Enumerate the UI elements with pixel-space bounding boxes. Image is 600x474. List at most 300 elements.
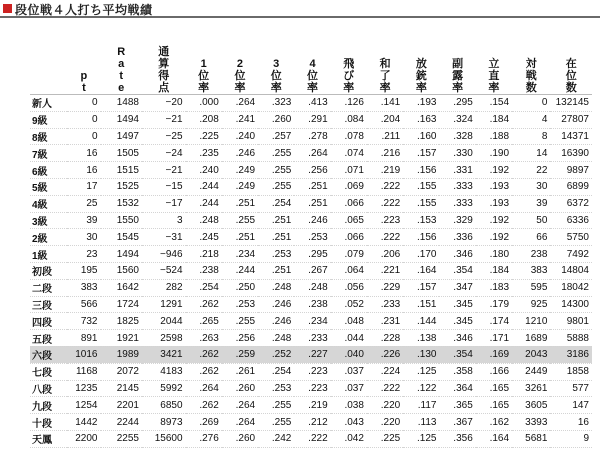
cell-games: 3393 (512, 414, 550, 431)
rank-label: 1級 (30, 246, 67, 263)
cell-richi: .180 (476, 246, 512, 263)
column-header-avg (142, 34, 186, 95)
cell-houju: .155 (403, 178, 439, 195)
cell-p2: .260 (222, 430, 258, 447)
cell-p2: .259 (222, 346, 258, 363)
cell-p2: .260 (222, 380, 258, 397)
cell-p1: .218 (186, 246, 222, 263)
cell-agari: .228 (367, 330, 403, 347)
rank-label: 3級 (30, 212, 67, 229)
cell-games: 383 (512, 262, 550, 279)
cell-games: 8 (512, 128, 550, 145)
cell-p4: .295 (294, 246, 330, 263)
column-header-tobi (331, 34, 367, 95)
cell-avg: 2044 (142, 313, 186, 330)
cell-avg: 15600 (142, 430, 186, 447)
cell-richi: .193 (476, 195, 512, 212)
cell-tobi: .040 (331, 346, 367, 363)
cell-games: 3261 (512, 380, 550, 397)
table-row (30, 313, 592, 330)
cell-agari: .219 (367, 162, 403, 179)
cell-p3: .255 (258, 178, 294, 195)
cell-avg: −25 (142, 128, 186, 145)
cell-richi: .192 (476, 212, 512, 229)
cell-tobi: .064 (331, 262, 367, 279)
cell-tobi: .042 (331, 430, 367, 447)
cell-richi: .174 (476, 313, 512, 330)
cell-tobi: .044 (331, 330, 367, 347)
cell-p3: .242 (258, 430, 294, 447)
cell-furo: .364 (439, 380, 475, 397)
cell-games: 22 (512, 162, 550, 179)
cell-avg: 3 (142, 212, 186, 229)
cell-houju: .151 (403, 296, 439, 313)
cell-players: 132145 (550, 95, 592, 112)
cell-p1: .225 (186, 128, 222, 145)
cell-p2: .264 (222, 414, 258, 431)
rank-label: 四段 (30, 313, 67, 330)
cell-p1: .276 (186, 430, 222, 447)
cell-agari: .233 (367, 296, 403, 313)
cell-p1: .208 (186, 111, 222, 128)
rank-label: 天鳳 (30, 430, 67, 447)
rank-label: 六段 (30, 346, 67, 363)
cell-rate: 1505 (101, 145, 142, 162)
cell-p3: .253 (258, 380, 294, 397)
cell-players: 3186 (550, 346, 592, 363)
cell-p3: .248 (258, 279, 294, 296)
cell-richi: .162 (476, 414, 512, 431)
cell-tobi: .084 (331, 111, 367, 128)
cell-pt: 16 (67, 162, 100, 179)
cell-pt: 1016 (67, 346, 100, 363)
cell-furo: .324 (439, 111, 475, 128)
cell-avg: −21 (142, 111, 186, 128)
cell-houju: .193 (403, 95, 439, 112)
cell-houju: .130 (403, 346, 439, 363)
cell-rate: 1532 (101, 195, 142, 212)
cell-p3: .255 (258, 162, 294, 179)
cell-houju: .153 (403, 212, 439, 229)
cell-richi: .154 (476, 95, 512, 112)
rank-label: 七段 (30, 363, 67, 380)
table-row (30, 414, 592, 431)
cell-p4: .264 (294, 145, 330, 162)
cell-tobi: .037 (331, 380, 367, 397)
cell-players: 16390 (550, 145, 592, 162)
cell-p2: .255 (222, 313, 258, 330)
cell-richi: .188 (476, 128, 512, 145)
table-row (30, 95, 592, 112)
cell-furo: .345 (439, 313, 475, 330)
table-body (30, 95, 592, 448)
cell-p1: .262 (186, 397, 222, 414)
cell-avg: 8973 (142, 414, 186, 431)
table-row (30, 363, 592, 380)
column-header-games (512, 34, 550, 95)
cell-rate: 1525 (101, 178, 142, 195)
rank-label: 7級 (30, 145, 67, 162)
column-header-p1 (186, 34, 222, 95)
cell-richi: .164 (476, 430, 512, 447)
cell-games: 0 (512, 95, 550, 112)
cell-avg: −524 (142, 262, 186, 279)
cell-richi: .169 (476, 346, 512, 363)
cell-players: 16 (550, 414, 592, 431)
cell-players: 6899 (550, 178, 592, 195)
cell-richi: .184 (476, 111, 512, 128)
cell-pt: 1168 (67, 363, 100, 380)
cell-rate: 2072 (101, 363, 142, 380)
cell-avg: −15 (142, 178, 186, 195)
table-row (30, 195, 592, 212)
cell-pt: 17 (67, 178, 100, 195)
column-header-label: 放 銃 率 (415, 58, 427, 94)
cell-pt: 383 (67, 279, 100, 296)
table-row (30, 279, 592, 296)
cell-furo: .333 (439, 195, 475, 212)
cell-p3: .323 (258, 95, 294, 112)
cell-p2: .244 (222, 262, 258, 279)
cell-richi: .171 (476, 330, 512, 347)
cell-avg: −24 (142, 145, 186, 162)
cell-pt: 1235 (67, 380, 100, 397)
cell-furo: .295 (439, 95, 475, 112)
cell-houju: .163 (403, 111, 439, 128)
cell-tobi: .043 (331, 414, 367, 431)
table-row (30, 128, 592, 145)
column-header-rate (101, 34, 142, 95)
cell-p4: .413 (294, 95, 330, 112)
cell-rate: 1497 (101, 128, 142, 145)
rank-label: 九段 (30, 397, 67, 414)
cell-p3: .255 (258, 414, 294, 431)
cell-players: 5750 (550, 229, 592, 246)
cell-p1: .245 (186, 229, 222, 246)
cell-avg: 3421 (142, 346, 186, 363)
cell-pt: 39 (67, 212, 100, 229)
cell-houju: .144 (403, 313, 439, 330)
cell-richi: .192 (476, 229, 512, 246)
cell-p4: .233 (294, 330, 330, 347)
cell-houju: .156 (403, 162, 439, 179)
cell-games: 2043 (512, 346, 550, 363)
cell-agari: .222 (367, 195, 403, 212)
title-divider (0, 16, 600, 18)
cell-rate: 1545 (101, 229, 142, 246)
cell-p2: .264 (222, 95, 258, 112)
column-header-label: 対 戦 数 (525, 58, 537, 94)
cell-pt: 566 (67, 296, 100, 313)
cell-avg: 282 (142, 279, 186, 296)
cell-furo: .356 (439, 430, 475, 447)
table-row (30, 145, 592, 162)
cell-p3: .257 (258, 128, 294, 145)
cell-avg: −20 (142, 95, 186, 112)
column-header-label: 飛 び 率 (343, 58, 355, 94)
cell-pt: 23 (67, 246, 100, 263)
column-header-label: 和 了 率 (379, 58, 391, 94)
table-row (30, 162, 592, 179)
cell-houju: .160 (403, 128, 439, 145)
cell-p2: .261 (222, 363, 258, 380)
cell-p2: .240 (222, 128, 258, 145)
cell-p2: .249 (222, 162, 258, 179)
cell-tobi: .126 (331, 95, 367, 112)
rank-label: 二段 (30, 279, 67, 296)
table-row (30, 330, 592, 347)
cell-p2: .256 (222, 330, 258, 347)
cell-games: 30 (512, 178, 550, 195)
cell-p1: .254 (186, 279, 222, 296)
cell-games: 238 (512, 246, 550, 263)
cell-agari: .220 (367, 397, 403, 414)
cell-furo: .367 (439, 414, 475, 431)
cell-p4: .251 (294, 178, 330, 195)
cell-p4: .278 (294, 128, 330, 145)
cell-p2: .264 (222, 397, 258, 414)
cell-rate: 1825 (101, 313, 142, 330)
title-bar (0, 0, 600, 18)
column-header-label: 2 位 率 (234, 58, 246, 94)
cell-p4: .238 (294, 296, 330, 313)
cell-players: 6336 (550, 212, 592, 229)
column-header-label: 1 位 率 (198, 58, 210, 94)
cell-players: 5888 (550, 330, 592, 347)
cell-tobi: .066 (331, 195, 367, 212)
cell-p3: .246 (258, 296, 294, 313)
cell-p2: .241 (222, 111, 258, 128)
cell-games: 1689 (512, 330, 550, 347)
rank-label: 五段 (30, 330, 67, 347)
cell-p4: .256 (294, 162, 330, 179)
table-row (30, 380, 592, 397)
cell-games: 2449 (512, 363, 550, 380)
column-header-label: 立 直 率 (488, 58, 500, 94)
cell-tobi: .052 (331, 296, 367, 313)
column-header-label: R a t e (117, 46, 126, 94)
cell-rate: 1921 (101, 330, 142, 347)
cell-agari: .224 (367, 363, 403, 380)
cell-p1: .262 (186, 296, 222, 313)
cell-rate: 1550 (101, 212, 142, 229)
column-header-agari (367, 34, 403, 95)
table-row (30, 212, 592, 229)
cell-players: 27807 (550, 111, 592, 128)
cell-players: 14804 (550, 262, 592, 279)
cell-houju: .138 (403, 330, 439, 347)
cell-p1: .265 (186, 313, 222, 330)
cell-agari: .220 (367, 414, 403, 431)
cell-agari: .229 (367, 279, 403, 296)
cell-players: 9897 (550, 162, 592, 179)
cell-furo: .346 (439, 246, 475, 263)
cell-p2: .253 (222, 296, 258, 313)
cell-p3: .255 (258, 397, 294, 414)
cell-richi: .183 (476, 279, 512, 296)
cell-p3: .254 (258, 363, 294, 380)
cell-p4: .212 (294, 414, 330, 431)
column-header-p2 (222, 34, 258, 95)
cell-agari: .204 (367, 111, 403, 128)
cell-p4: .223 (294, 363, 330, 380)
cell-avg: 5992 (142, 380, 186, 397)
cell-agari: .216 (367, 145, 403, 162)
cell-furo: .330 (439, 145, 475, 162)
cell-p4: .267 (294, 262, 330, 279)
cell-furo: .347 (439, 279, 475, 296)
column-header-furo (439, 34, 475, 95)
cell-furo: .333 (439, 178, 475, 195)
column-header-players (550, 34, 592, 95)
cell-richi: .190 (476, 145, 512, 162)
table-row (30, 229, 592, 246)
cell-p4: .253 (294, 229, 330, 246)
table-row (30, 430, 592, 447)
cell-p1: .244 (186, 178, 222, 195)
cell-tobi: .066 (331, 229, 367, 246)
cell-p2: .251 (222, 195, 258, 212)
cell-pt: 732 (67, 313, 100, 330)
cell-avg: −17 (142, 195, 186, 212)
cell-furo: .336 (439, 229, 475, 246)
cell-richi: .165 (476, 380, 512, 397)
cell-p3: .251 (258, 262, 294, 279)
cell-p2: .250 (222, 279, 258, 296)
cell-agari: .231 (367, 313, 403, 330)
column-header-label: 副 露 率 (452, 58, 464, 94)
cell-avg: 1291 (142, 296, 186, 313)
cell-p3: .251 (258, 212, 294, 229)
cell-furo: .331 (439, 162, 475, 179)
cell-agari: .211 (367, 128, 403, 145)
cell-p1: .263 (186, 330, 222, 347)
cell-houju: .164 (403, 262, 439, 279)
cell-players: 147 (550, 397, 592, 414)
cell-p4: .251 (294, 195, 330, 212)
rank-label: 初段 (30, 262, 67, 279)
column-header-p3 (258, 34, 294, 95)
cell-p4: .227 (294, 346, 330, 363)
cell-p1: .262 (186, 363, 222, 380)
cell-richi: .165 (476, 397, 512, 414)
cell-houju: .122 (403, 380, 439, 397)
cell-p1: .235 (186, 145, 222, 162)
cell-pt: 2200 (67, 430, 100, 447)
column-header-label: 4 位 率 (307, 58, 318, 94)
column-header-label: p t (80, 70, 88, 94)
cell-p1: .240 (186, 162, 222, 179)
cell-houju: .117 (403, 397, 439, 414)
cell-players: 7492 (550, 246, 592, 263)
page-title: 段位戦４人打ち平均戦績 (15, 3, 153, 17)
cell-p3: .255 (258, 145, 294, 162)
table-row (30, 397, 592, 414)
cell-furo: .329 (439, 212, 475, 229)
rank-label: 9級 (30, 111, 67, 128)
cell-p1: .000 (186, 95, 222, 112)
cell-agari: .225 (367, 430, 403, 447)
cell-rate: 1560 (101, 262, 142, 279)
cell-p3: .253 (258, 246, 294, 263)
cell-houju: .156 (403, 229, 439, 246)
cell-agari: .222 (367, 178, 403, 195)
cell-p3: .246 (258, 313, 294, 330)
cell-games: 925 (512, 296, 550, 313)
table-row (30, 111, 592, 128)
table-header-row (30, 34, 592, 95)
cell-games: 4 (512, 111, 550, 128)
cell-rate: 1494 (101, 246, 142, 263)
cell-furo: .354 (439, 346, 475, 363)
cell-games: 1210 (512, 313, 550, 330)
cell-p4: .223 (294, 380, 330, 397)
cell-p4: .234 (294, 313, 330, 330)
cell-agari: .141 (367, 95, 403, 112)
cell-avg: −31 (142, 229, 186, 246)
table-row (30, 246, 592, 263)
cell-p2: .251 (222, 229, 258, 246)
table-row (30, 262, 592, 279)
cell-tobi: .071 (331, 162, 367, 179)
cell-rate: 1989 (101, 346, 142, 363)
cell-agari: .222 (367, 229, 403, 246)
cell-tobi: .079 (331, 246, 367, 263)
cell-rate: 2255 (101, 430, 142, 447)
cell-pt: 0 (67, 95, 100, 112)
square-bullet-icon (3, 4, 12, 13)
cell-p1: .244 (186, 195, 222, 212)
cell-rate: 1488 (101, 95, 142, 112)
cell-furo: .358 (439, 363, 475, 380)
rank-label: 2級 (30, 229, 67, 246)
cell-pt: 1442 (67, 414, 100, 431)
cell-games: 5681 (512, 430, 550, 447)
column-header-label: 3 位 率 (270, 58, 282, 94)
cell-tobi: .074 (331, 145, 367, 162)
column-header-label: 通 算 得 点 (158, 46, 170, 94)
cell-players: 9801 (550, 313, 592, 330)
cell-houju: .113 (403, 414, 439, 431)
cell-p1: .262 (186, 346, 222, 363)
cell-p1: .264 (186, 380, 222, 397)
cell-games: 14 (512, 145, 550, 162)
table-row (30, 178, 592, 195)
cell-players: 18042 (550, 279, 592, 296)
table-row (30, 346, 592, 363)
cell-pt: 30 (67, 229, 100, 246)
cell-agari: .226 (367, 346, 403, 363)
cell-p2: .249 (222, 178, 258, 195)
cell-richi: .192 (476, 162, 512, 179)
rank-label: 新人 (30, 95, 67, 112)
table-row (30, 296, 592, 313)
rank-label: 十段 (30, 414, 67, 431)
cell-players: 9 (550, 430, 592, 447)
rank-label: 八段 (30, 380, 67, 397)
cell-p1: .248 (186, 212, 222, 229)
cell-p4: .291 (294, 111, 330, 128)
cell-players: 6372 (550, 195, 592, 212)
cell-rate: 2201 (101, 397, 142, 414)
cell-games: 595 (512, 279, 550, 296)
column-header-label: 在 位 数 (565, 58, 577, 94)
cell-rate: 2145 (101, 380, 142, 397)
cell-furo: .354 (439, 262, 475, 279)
cell-houju: .125 (403, 430, 439, 447)
cell-players: 1858 (550, 363, 592, 380)
cell-p3: .248 (258, 330, 294, 347)
